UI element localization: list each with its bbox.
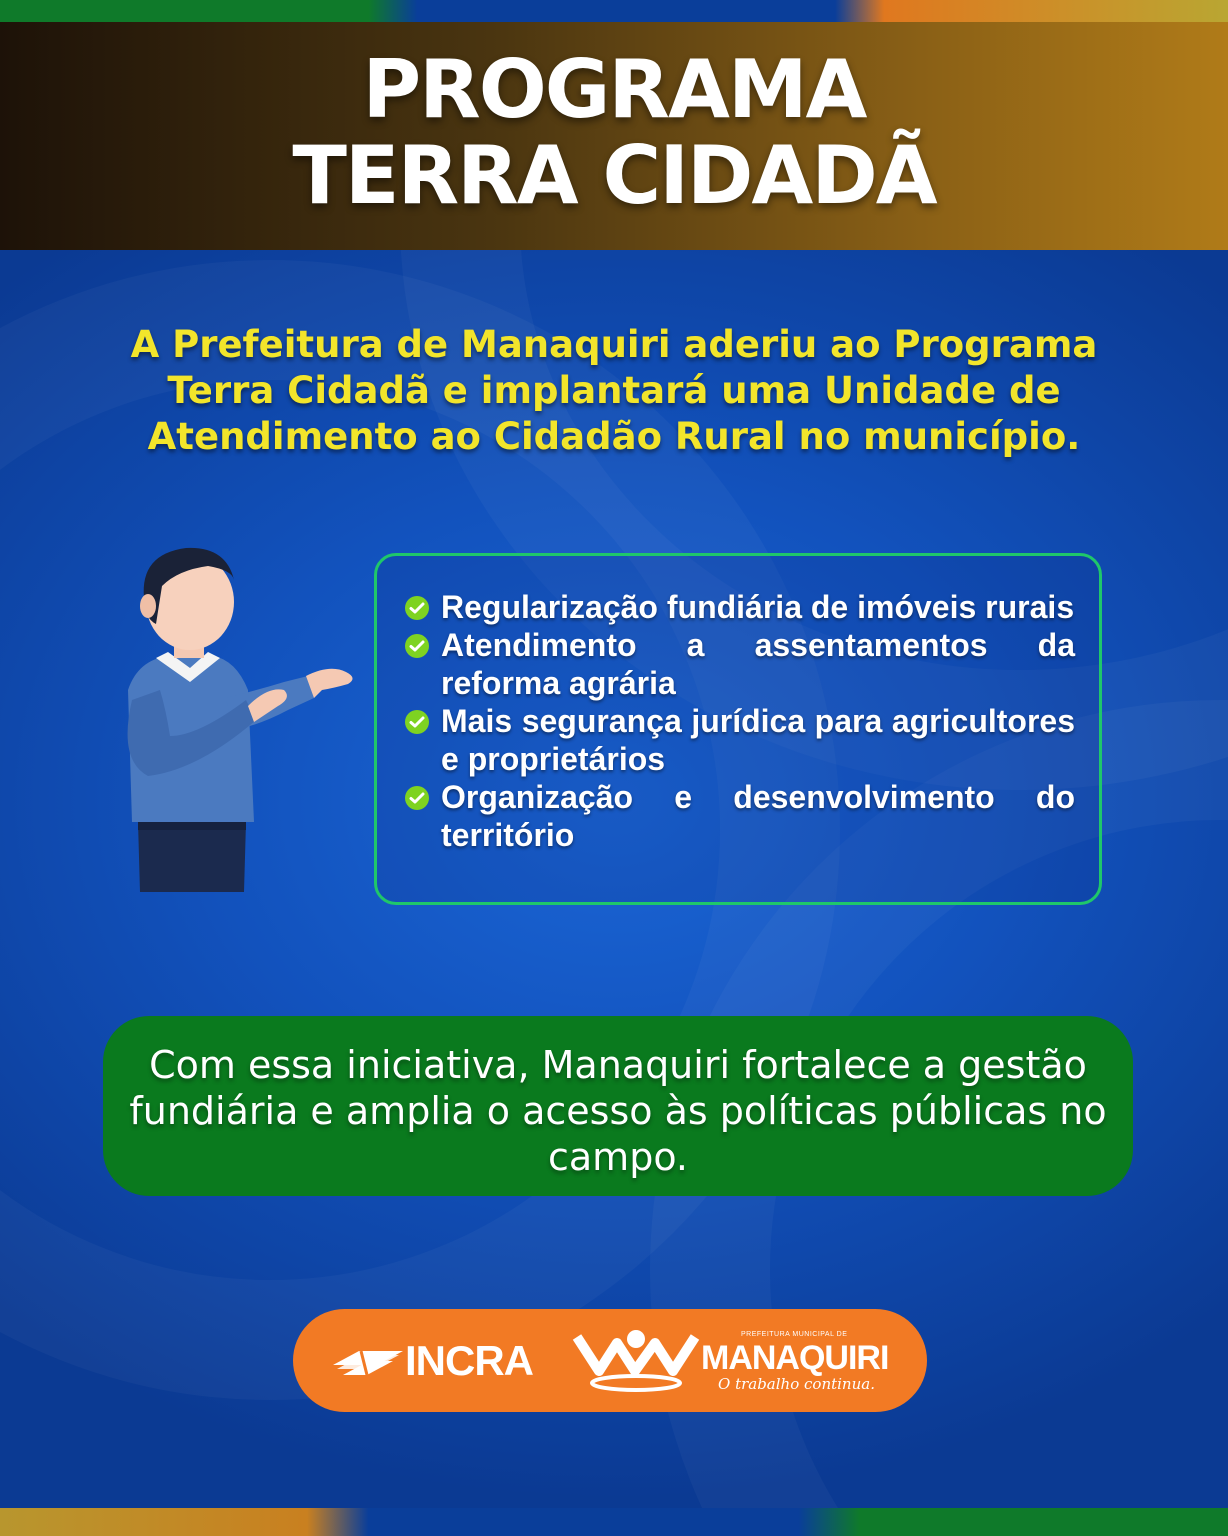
manaquiri-label: MANAQUIRI [701, 1339, 889, 1377]
intro-text: A Prefeitura de Manaquiri aderiu ao Programa Terra Cidadã e implantará uma Unidade de Atendimento ao Cidadão Rural no município. [130, 323, 1098, 458]
benefit-text: Atendimento a assentamentos da reforma agrária [441, 627, 1075, 701]
prefeitura-label: PREFEITURA MUNICIPAL DE [741, 1331, 848, 1338]
page-title-line1: PROGRAMA [362, 43, 866, 136]
page-title-line2: TERRA CIDADÃ [292, 129, 936, 222]
closing-text: Com essa iniciativa, Manaquiri fortalece a gestão fundiária e amplia o acesso às políticas públicas no campo. [129, 1043, 1107, 1179]
benefit-text: Organização e desenvolvimento do território [441, 779, 1075, 853]
person-illustration [108, 540, 358, 892]
check-circle-icon [405, 596, 429, 620]
benefit-text: Regularização fundiária de imóveis rurais [441, 589, 1075, 625]
incra-emblem-icon [333, 1347, 405, 1377]
benefit-item [405, 702, 1075, 778]
footer-logos [293, 1309, 927, 1412]
closing-panel [103, 1016, 1133, 1196]
manaquiri-emblem-icon [571, 1327, 701, 1393]
benefits-box [374, 553, 1102, 905]
incra-text: INCRA [405, 1337, 533, 1384]
benefit-item [405, 588, 1075, 626]
incra-logo [333, 1329, 543, 1393]
top-color-strip [0, 0, 1228, 22]
check-circle-icon [405, 710, 429, 734]
check-circle-icon [405, 634, 429, 658]
benefit-item [405, 778, 1075, 854]
benefits-list [405, 588, 1075, 854]
slogan-text: O trabalho continua. [718, 1375, 875, 1393]
bottom-color-strip [0, 1508, 1228, 1536]
benefit-text: Mais segurança jurídica para agricultores e proprietários [441, 703, 1075, 777]
benefit-item [405, 626, 1075, 702]
check-circle-icon [405, 786, 429, 810]
